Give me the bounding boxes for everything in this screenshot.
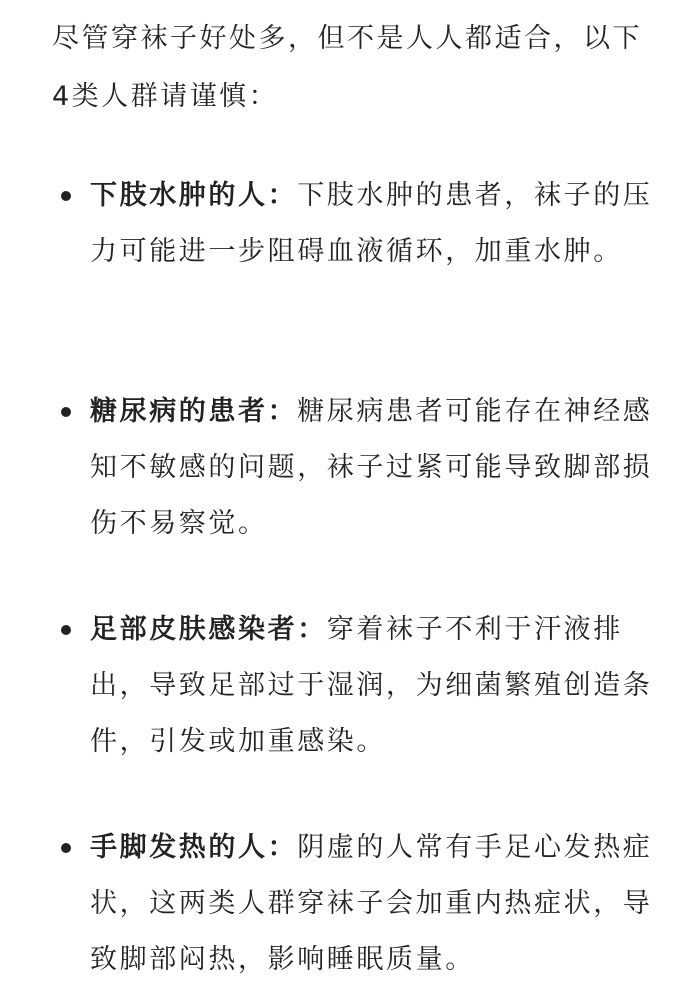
list-item-description: 下肢水肿的患者，袜子的压力可能进一步阻碍血液循环，加重水肿。 [90,180,653,267]
list-item-description: 阴虚的人常有手足心发热症状，这两类人群穿袜子会加重内热症状，导致脚部闷热，影响睡眠质量。 [90,832,653,975]
list-item-term: 下肢水肿的人： [90,180,298,211]
list-item [90,820,656,988]
list-item-description: 穿着袜子不利于汗液排出，导致足部过于湿润，为细菌繁殖创造条件，引发或加重感染。 [90,614,653,757]
bullet-dot-icon [61,191,71,201]
bullet-dot-icon [61,625,71,635]
list-item-term: 糖尿病的患者： [90,396,298,427]
list-item [90,602,656,770]
list-item-term: 手脚发热的人： [90,832,298,863]
list-item-description: 糖尿病患者可能存在神经感知不敏感的问题，袜子过紧可能导致脚部损伤不易察觉。 [90,396,653,539]
bullet-dot-icon [61,843,71,853]
bullet-dot-icon [61,407,71,417]
list-item-term: 足部皮肤感染者： [90,614,327,645]
list-item [90,168,656,280]
intro-paragraph: 尽管穿袜子好处多，但不是人人都适合，以下4类人群请谨慎： [52,23,642,112]
list-item [90,384,656,552]
